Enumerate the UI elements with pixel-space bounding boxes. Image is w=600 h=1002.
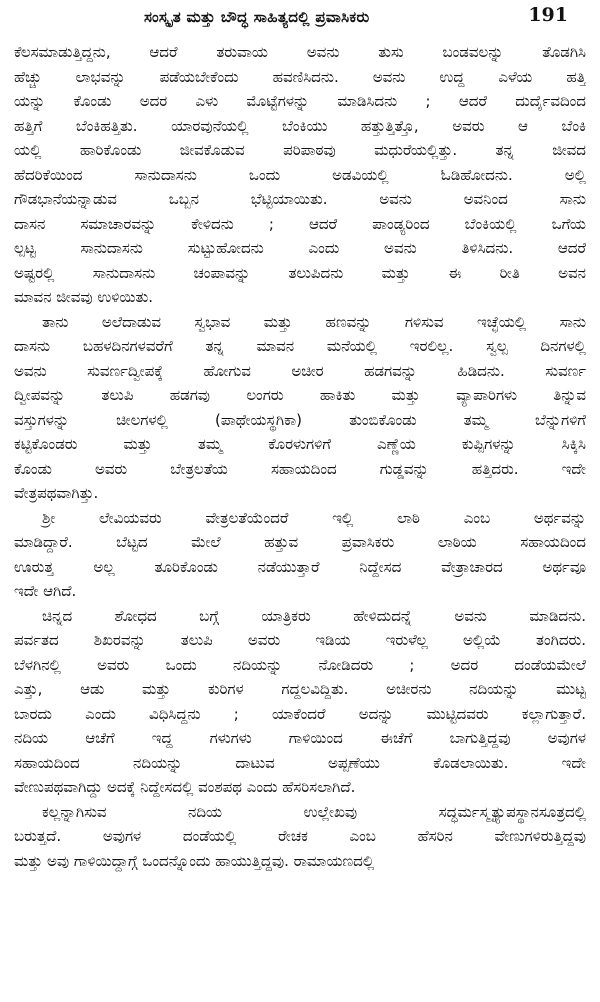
paragraph — [14, 40, 586, 310]
text-line: ದ್ವೀಪವನ್ನು ತಲುಪಿ ಹಡಗವು ಲಂಗರು ಹಾಕಿತು ಮತ್ತು ವ್ಯಾಪಾರಿಗಳು ತಿನ್ನುವ — [14, 386, 586, 404]
paragraph — [14, 800, 586, 874]
page-number: 191 — [528, 4, 568, 26]
text-line: ಕೊಂಡು ಅವರು ಬೇತ್ರಲತೆಯ ಸಹಾಯದಿಂದ ಗುಡ್ಡವನ್ನು ಹತ್ತಿದರು. ಇದೇ — [14, 459, 586, 478]
text-line: ವಸ್ತುಗಳನ್ನು ಚೀಲಗಳಲ್ಲಿ (ಪಾಥೇಯಸ್ಥಗಿಕಾ) ತುಂಬಿಕೊಂಡು ತಮ್ಮ ಬೆನ್ನುಗಳಿಗೆ — [14, 410, 586, 429]
text-line: ಕಲ್ಲನ್ನಾಗಿಸುವ ನದಿಯ ಉಲ್ಲೇಖವು ಸದ್ಧರ್ಮಸ್ಮೃತ್ಯುಪಸ್ಥಾನಸೂತ್ರದಲ್ಲಿ — [42, 802, 586, 821]
text-line: ಬಾರದು ಎಂದು ವಿಧಿಸಿದ್ದನು ; ಯಾಕೆಂದರೆ ಅದನ್ನು ಮುಟ್ಟಿದವರು ಕಲ್ಲಾಗುತ್ತಾರೆ. — [14, 704, 586, 723]
text-line: ಬರುತ್ತದೆ. ಅವುಗಳ ದಂಡೆಯಲ್ಲಿ ರೇಚಕ ಎಂಬ ಹೆಸರಿನ ವೇಣುಗಳಿರುತ್ತಿದ್ದವು — [14, 827, 586, 845]
text-line: ಲ್ಪಟ್ಟ ಸಾನುದಾಸನು ಸುಟ್ಟುಹೋದನು ಎಂದು ಅವನು ತಿಳಿಸಿದನು. ಆದರೆ — [14, 239, 586, 257]
paragraph — [14, 310, 586, 506]
text-line: ದಾಸನು ಬಹಳದಿನಗಳವರೆಗೆ ತನ್ನ ಮಾವನ ಮನೆಯಲ್ಲಿ ಇರಲಿಲ್ಲ. ಸ್ವಲ್ಪ ದಿನಗಳಲ್ಲಿ — [14, 337, 586, 355]
text-line: ತಾನು ಅಲೆದಾಡುವ ಸ್ವಭಾವ ಮತ್ತು ಹಣವನ್ನು ಗಳಿಸುವ ಇಚ್ಛೆಯಲ್ಲಿ ಸಾನು — [42, 312, 586, 331]
paragraph — [14, 506, 586, 604]
text-line: ಶ್ರೀ ಲೇವಿಯವರು ವೇತ್ರಲತೆಯೆಂದರೆ ಇಲ್ಲಿ ಲಾಠಿ ಎಂಬ ಅರ್ಥವನ್ನು — [42, 508, 586, 527]
text-line: ಹೆಚ್ಚು ಲಾಭವನ್ನು ಪಡೆಯಬೇಕೆಂದು ಹವಣಿಸಿದನು. ಅವನು ಉದ್ದ ಎಳೆಯ ಹತ್ತಿ — [14, 67, 586, 86]
text-line: ಮಾವನ ಜೀವವು ಉಳಿಯಿತು. — [14, 288, 153, 306]
text-line: ಯಲ್ಲಿ ಹಾರಿಕೊಂಡು ಜೀವಕೊಡುವ ಪರಿಪಾಠವು ಮಧುರೆಯಲ್ಲಿತ್ತು. ತನ್ನ ಜೀವದ — [14, 141, 586, 159]
text-line: ಹತ್ತಿಗೆ ಬೆಂಕಿಹತ್ತಿತು. ಯಾರವುನೆಯಲ್ಲಿ ಬೆಂಕಿಯು ಹತ್ತುತ್ತಿತ್ತೊ, ಅವರು ಆ ಬೆಂಕಿ — [14, 116, 586, 135]
text-line: ಬೆಳಗಿನಲ್ಲಿ ಅವರು ಒಂದು ನದಿಯನ್ನು ನೋಡಿದರು ; ಅದರ ದಂಡೆಯಮೇಲೆ — [14, 655, 586, 674]
text-line: ಹೆದರಿಕೆಯಿಂದ ಸಾನುದಾಸನು ಒಂದು ಅಡವಿಯಲ್ಲಿ ಓಡಿಹೋದನು. ಅಲ್ಲಿ — [14, 165, 586, 184]
text-line: ಪರ್ವತದ ಶಿಖರವನ್ನು ತಲುಪಿ ಅವರು ಇಡಿಯ ಇರುಳೆಲ್ಲ ಅಲ್ಲಿಯೆ ತಂಗಿದರು. — [14, 631, 586, 649]
text-line: ವೇಣುಪಥವಾಗಿದ್ದು ಅದಕ್ಕೆ ನಿದ್ದೇಸದಲ್ಲಿ ವಂಶಪಥ ಎಂದು ಹೆಸರಿಸಲಾಗಿದೆ. — [14, 778, 356, 796]
text-line: ಗೌಡಭಾನೆಯನ್ನಾಡುವ ಒಬ್ಬನ ಭೆಟ್ಟಿಯಾಯಿತು. ಅವನು ಅವನಿಂದ ಸಾನು — [14, 190, 586, 208]
text-line: ಯನ್ನು ಕೊಂಡು ಅದರ ಎಳು ಮೊಟ್ಟೆಗಳನ್ನು ಮಾಡಿಸಿದನು ; ಆದರೆ ದುರ್ದೈವದಿಂದ — [14, 92, 586, 110]
paragraph — [14, 604, 586, 800]
text-line: ಕಟ್ಟಿಕೊಂಡರು ಮತ್ತು ತಮ್ಮ ಕೊರಳುಗಳಿಗೆ ಎಣ್ಣೆಯ ಕುಪ್ಪಿಗಳನ್ನು ಸಿಕ್ಕಿಸಿ — [14, 435, 586, 453]
text-line: ಕೆಲಸಮಾಡುತ್ತಿದ್ದನು, ಆದರೆ ತರುವಾಯ ಅವನು ತುಸು ಬಂಡವಲನ್ನು ತೊಡಗಿಸಿ — [14, 43, 586, 61]
text-line: ಎತ್ತು, ಆಡು ಮತ್ತು ಕುರಿಗಳ ಗದ್ದಲವಿದ್ದಿತು. ಅಚೀರನು ನದಿಯನ್ನು ಮುಟ್ಟ — [14, 680, 586, 698]
text-line: ಮಾಡಿದ್ದಾರೆ. ಬೆಟ್ಟದ ಮೇಲೆ ಹತ್ತುವ ಪ್ರವಾಸಿಕರು ಲಾಠಿಯ ಸಹಾಯದಿಂದ — [14, 533, 586, 551]
body-text — [14, 40, 586, 873]
text-line: ಸಹಾಯದಿಂದ ನದಿಯನ್ನು ದಾಟುವ ಅಪ್ಪಣೆಯು ಕೊಡಲಾಯಿತು. ಇದೇ — [14, 753, 586, 772]
text-line: ಚಿನ್ನದ ಶೋಧದ ಬಗ್ಗೆ ಯಾತ್ರಿಕರು ಹೇಳಿದುದನ್ನೆ ಅವನು ಮಾಡಿದನು. — [42, 606, 586, 625]
text-line: ಅವನು ಸುವರ್ಣದ್ವೀಪಕ್ಕೆ ಹೋಗುವ ಅಚೀರ ಹಡಗವನ್ನು ಹಿಡಿದನು. ಸುವರ್ಣ — [14, 361, 586, 380]
text-line: ಅಷ್ಟರಲ್ಲಿ ಸಾನುದಾಸನು ಚಂಪಾವನ್ನು ತಲುಪಿದನು ಮತ್ತು ಈ ರೀತಿ ಅವನ — [14, 263, 586, 282]
running-head: ಸಂಸ್ಕೃತ ಮತ್ತು ಬೌದ್ಧ ಸಾಹಿತ್ಯದಲ್ಲಿ ಪ್ರವಾಸಿಕರು — [144, 8, 370, 26]
text-line: ದಾಸನ ಸಮಾಚಾರವನ್ನು ಕೇಳಿದನು ; ಆದರೆ ಪಾಂಡ್ಯರಿಂದ ಬೆಂಕಿಯಲ್ಲಿ ಒಗೆಯ — [14, 214, 586, 233]
text-line: ಊರುತ್ತ ಅಲ್ಲ ತೂರಿಕೊಂಡು ನಡೆಯುತ್ತಾರೆ ನಿದ್ದೇಸದ ವೇತ್ರಾಚಾರದ ಅರ್ಥವೂ — [14, 557, 586, 576]
text-line: ನದಿಯ ಆಚೆಗೆ ಇದ್ದ ಗಳುಗಳು ಗಾಳಿಯಿಂದ ಈಚೆಗೆ ಬಾಗುತ್ತಿದ್ದವು ಅವುಗಳ — [14, 729, 586, 747]
text-line: ವೇತ್ರಪಥವಾಗಿತ್ತು. — [14, 484, 99, 502]
page-header — [14, 0, 586, 40]
text-line: ಇದೇ ಆಗಿದೆ. — [14, 582, 77, 600]
text-line: ಮತ್ತು ಅವು ಗಾಳಿಯಿದ್ದಾಗ್ಗೆ ಒಂದನ್ನೊಂದು ಹಾಯುತ್ತಿದ್ದವು. ರಾಮಾಯಣದಲ್ಲಿ — [14, 851, 375, 870]
